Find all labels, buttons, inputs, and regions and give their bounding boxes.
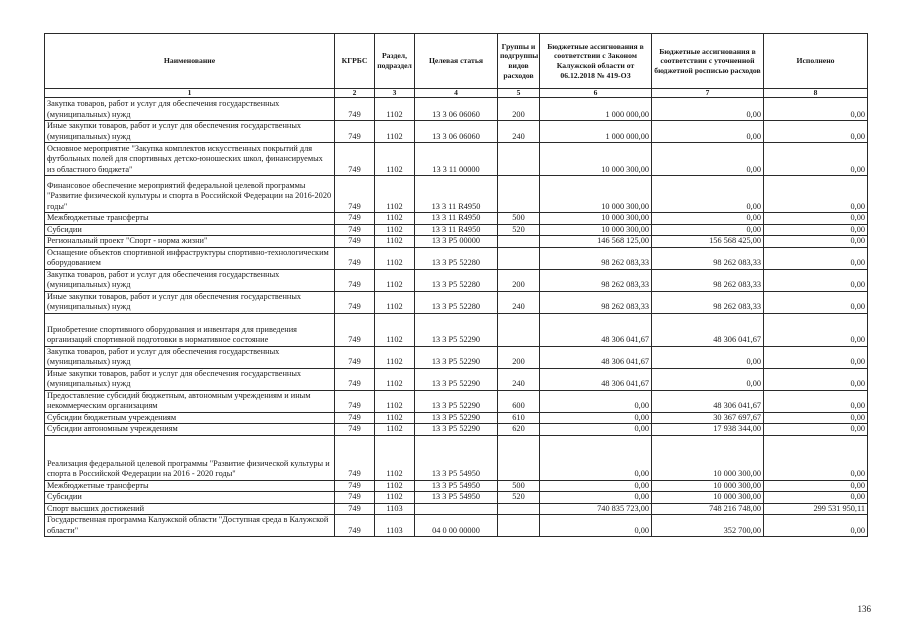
row-kgrbs-cell: 749 (335, 412, 375, 424)
table-row (45, 98, 868, 121)
column-number: 6 (540, 89, 652, 98)
row-plan-amount-cell: 0,00 (652, 143, 764, 176)
row-group-cell (498, 143, 540, 176)
table-row (45, 121, 868, 143)
row-group-cell (498, 236, 540, 248)
row-name-cell: Межбюджетные трансферты (45, 213, 335, 225)
row-executed-amount-cell: 0,00 (764, 492, 868, 504)
row-section-cell: 1102 (375, 368, 415, 390)
row-name-cell: Государственная программа Калужской области "Доступная среда в Калужской области" (45, 515, 335, 537)
row-plan-amount-cell: 98 262 083,33 (652, 247, 764, 269)
row-kgrbs-cell: 749 (335, 503, 375, 515)
col-header-law-allocations: Бюджетные ассигнования в соответствии с Законом Калужской области от 06.12.2018 № 419-ОЗ (540, 34, 652, 89)
row-section-cell: 1102 (375, 98, 415, 121)
table-row (45, 213, 868, 225)
row-article-cell: 13 3 11 R4950 (415, 176, 498, 213)
table-row (45, 390, 868, 412)
row-law-amount-cell: 0,00 (540, 435, 652, 480)
row-group-cell: 200 (498, 98, 540, 121)
row-article-cell: 13 3 11 R4950 (415, 224, 498, 236)
row-plan-amount-cell: 352 700,00 (652, 515, 764, 537)
row-executed-amount-cell: 0,00 (764, 313, 868, 346)
row-law-amount-cell: 740 835 723,00 (540, 503, 652, 515)
row-kgrbs-cell: 749 (335, 121, 375, 143)
row-executed-amount-cell: 0,00 (764, 435, 868, 480)
row-section-cell: 1102 (375, 213, 415, 225)
header-row (45, 34, 868, 89)
row-law-amount-cell: 10 000 300,00 (540, 213, 652, 225)
row-name-cell: Оснащение объектов спортивной инфраструктуры спортивно-технологическим оборудованием (45, 247, 335, 269)
row-executed-amount-cell: 0,00 (764, 143, 868, 176)
row-name-cell: Иные закупки товаров, работ и услуг для обеспечения государственных (муниципальных) нужд (45, 291, 335, 313)
row-kgrbs-cell: 749 (335, 390, 375, 412)
row-kgrbs-cell: 749 (335, 247, 375, 269)
row-law-amount-cell: 48 306 041,67 (540, 313, 652, 346)
row-law-amount-cell: 1 000 000,00 (540, 121, 652, 143)
row-group-cell: 610 (498, 412, 540, 424)
row-kgrbs-cell: 749 (335, 313, 375, 346)
row-name-cell: Закупка товаров, работ и услуг для обеспечения государственных (муниципальных) нужд (45, 269, 335, 291)
row-plan-amount-cell: 0,00 (652, 346, 764, 368)
row-group-cell (498, 515, 540, 537)
row-kgrbs-cell: 749 (335, 224, 375, 236)
column-number: 7 (652, 89, 764, 98)
row-plan-amount-cell: 10 000 300,00 (652, 480, 764, 492)
row-kgrbs-cell: 749 (335, 492, 375, 504)
row-section-cell: 1102 (375, 492, 415, 504)
table-row (45, 480, 868, 492)
row-article-cell: 13 3 P5 52290 (415, 346, 498, 368)
row-kgrbs-cell: 749 (335, 176, 375, 213)
row-law-amount-cell: 48 306 041,67 (540, 368, 652, 390)
row-article-cell: 13 3 P5 54950 (415, 480, 498, 492)
row-law-amount-cell: 0,00 (540, 480, 652, 492)
row-section-cell: 1102 (375, 313, 415, 346)
row-name-cell: Приобретение спортивного оборудования и инвентаря для приведения организаций спортивной подготовки в нормативное состояние (45, 313, 335, 346)
row-section-cell: 1103 (375, 515, 415, 537)
row-kgrbs-cell: 749 (335, 269, 375, 291)
row-law-amount-cell: 0,00 (540, 515, 652, 537)
row-article-cell: 13 3 P5 54950 (415, 435, 498, 480)
row-section-cell: 1102 (375, 224, 415, 236)
column-number: 8 (764, 89, 868, 98)
table-row (45, 492, 868, 504)
row-kgrbs-cell: 749 (335, 480, 375, 492)
row-section-cell: 1102 (375, 247, 415, 269)
row-law-amount-cell: 146 568 125,00 (540, 236, 652, 248)
row-section-cell: 1102 (375, 176, 415, 213)
row-name-cell: Иные закупки товаров, работ и услуг для обеспечения государственных (муниципальных) нужд (45, 368, 335, 390)
table-row (45, 291, 868, 313)
row-name-cell: Субсидии (45, 224, 335, 236)
row-plan-amount-cell: 30 367 697,67 (652, 412, 764, 424)
row-article-cell: 13 3 06 06060 (415, 121, 498, 143)
table-row (45, 143, 868, 176)
row-law-amount-cell: 98 262 083,33 (540, 247, 652, 269)
row-law-amount-cell: 98 262 083,33 (540, 269, 652, 291)
row-article-cell: 13 3 06 06060 (415, 98, 498, 121)
row-executed-amount-cell: 0,00 (764, 390, 868, 412)
table-row (45, 515, 868, 537)
row-section-cell: 1102 (375, 412, 415, 424)
row-article-cell: 13 3 P5 52290 (415, 412, 498, 424)
row-plan-amount-cell: 0,00 (652, 213, 764, 225)
row-group-cell: 240 (498, 368, 540, 390)
table-body (45, 98, 868, 537)
table-row (45, 346, 868, 368)
row-executed-amount-cell: 0,00 (764, 247, 868, 269)
row-name-cell: Финансовое обеспечение мероприятий федеральной целевой программы "Развитие физической культуры и спорта в Российской Федерации на 2016-2020 годы" (45, 176, 335, 213)
row-section-cell: 1102 (375, 236, 415, 248)
row-article-cell: 13 3 P5 00000 (415, 236, 498, 248)
row-name-cell: Межбюджетные трансферты (45, 480, 335, 492)
col-header-section: Раздел, подраздел (375, 34, 415, 89)
row-law-amount-cell: 98 262 083,33 (540, 291, 652, 313)
row-plan-amount-cell: 748 216 748,00 (652, 503, 764, 515)
row-article-cell: 13 3 11 00000 (415, 143, 498, 176)
table-row (45, 368, 868, 390)
col-header-executed: Исполнено (764, 34, 868, 89)
col-header-plan-allocations: Бюджетные ассигнования в соответствии с уточненной бюджетной росписью расходов (652, 34, 764, 89)
row-section-cell: 1102 (375, 346, 415, 368)
row-kgrbs-cell: 749 (335, 515, 375, 537)
row-kgrbs-cell: 749 (335, 368, 375, 390)
row-section-cell: 1102 (375, 269, 415, 291)
row-executed-amount-cell: 299 531 950,11 (764, 503, 868, 515)
row-group-cell: 240 (498, 121, 540, 143)
row-group-cell (498, 247, 540, 269)
row-plan-amount-cell: 0,00 (652, 121, 764, 143)
row-name-cell: Региональный проект "Спорт - норма жизни" (45, 236, 335, 248)
row-executed-amount-cell: 0,00 (764, 98, 868, 121)
row-executed-amount-cell: 0,00 (764, 224, 868, 236)
column-number: 4 (415, 89, 498, 98)
row-plan-amount-cell: 0,00 (652, 224, 764, 236)
row-kgrbs-cell: 749 (335, 346, 375, 368)
row-article-cell (415, 503, 498, 515)
row-section-cell: 1102 (375, 480, 415, 492)
row-article-cell: 04 0 00 00000 (415, 515, 498, 537)
row-executed-amount-cell: 0,00 (764, 368, 868, 390)
row-article-cell: 13 3 P5 54950 (415, 492, 498, 504)
budget-sheet (44, 33, 867, 537)
row-plan-amount-cell: 98 262 083,33 (652, 269, 764, 291)
row-executed-amount-cell: 0,00 (764, 176, 868, 213)
row-group-cell: 520 (498, 492, 540, 504)
row-name-cell: Закупка товаров, работ и услуг для обеспечения государственных (муниципальных) нужд (45, 98, 335, 121)
table-row (45, 247, 868, 269)
row-executed-amount-cell: 0,00 (764, 291, 868, 313)
row-group-cell: 200 (498, 346, 540, 368)
row-name-cell: Основное мероприятие "Закупка комплектов искусственных покрытий для футбольных полей для спортивных детско-юношеских школ, финансируемых из областного бюджета" (45, 143, 335, 176)
row-group-cell: 620 (498, 424, 540, 436)
row-kgrbs-cell: 749 (335, 98, 375, 121)
row-law-amount-cell: 10 000 300,00 (540, 143, 652, 176)
row-group-cell: 520 (498, 224, 540, 236)
row-section-cell: 1102 (375, 424, 415, 436)
row-group-cell: 200 (498, 269, 540, 291)
column-number: 1 (45, 89, 335, 98)
column-number: 5 (498, 89, 540, 98)
row-executed-amount-cell: 0,00 (764, 515, 868, 537)
row-section-cell: 1102 (375, 143, 415, 176)
row-plan-amount-cell: 10 000 300,00 (652, 492, 764, 504)
column-number: 2 (335, 89, 375, 98)
budget-table (44, 33, 868, 537)
row-kgrbs-cell: 749 (335, 435, 375, 480)
row-group-cell: 600 (498, 390, 540, 412)
row-plan-amount-cell: 10 000 300,00 (652, 435, 764, 480)
row-article-cell: 13 3 P5 52290 (415, 313, 498, 346)
row-article-cell: 13 3 P5 52290 (415, 424, 498, 436)
row-law-amount-cell: 0,00 (540, 390, 652, 412)
row-law-amount-cell: 0,00 (540, 412, 652, 424)
row-name-cell: Предоставление субсидий бюджетным, автономным учреждениям и иным некоммерческим организациям (45, 390, 335, 412)
row-name-cell: Субсидии автономным учреждениям (45, 424, 335, 436)
row-kgrbs-cell: 749 (335, 236, 375, 248)
row-name-cell: Субсидии (45, 492, 335, 504)
col-header-name: Наименование (45, 34, 335, 89)
col-header-kgrbs: КГРБС (335, 34, 375, 89)
row-executed-amount-cell: 0,00 (764, 480, 868, 492)
row-law-amount-cell: 0,00 (540, 492, 652, 504)
row-law-amount-cell: 1 000 000,00 (540, 98, 652, 121)
row-plan-amount-cell: 17 938 344,00 (652, 424, 764, 436)
row-executed-amount-cell: 0,00 (764, 121, 868, 143)
row-kgrbs-cell: 749 (335, 213, 375, 225)
row-group-cell (498, 435, 540, 480)
row-executed-amount-cell: 0,00 (764, 346, 868, 368)
row-article-cell: 13 3 P5 52290 (415, 368, 498, 390)
row-plan-amount-cell: 48 306 041,67 (652, 390, 764, 412)
row-section-cell: 1102 (375, 435, 415, 480)
row-executed-amount-cell: 0,00 (764, 412, 868, 424)
row-section-cell: 1102 (375, 390, 415, 412)
row-name-cell: Закупка товаров, работ и услуг для обеспечения государственных (муниципальных) нужд (45, 346, 335, 368)
row-law-amount-cell: 10 000 300,00 (540, 224, 652, 236)
page-number: 136 (857, 604, 871, 614)
row-group-cell: 240 (498, 291, 540, 313)
row-group-cell: 500 (498, 480, 540, 492)
row-law-amount-cell: 10 000 300,00 (540, 176, 652, 213)
row-law-amount-cell: 0,00 (540, 424, 652, 436)
table-row (45, 176, 868, 213)
row-kgrbs-cell: 749 (335, 291, 375, 313)
row-name-cell: Субсидии бюджетным учреждениям (45, 412, 335, 424)
row-plan-amount-cell: 98 262 083,33 (652, 291, 764, 313)
table-row (45, 503, 868, 515)
row-name-cell: Иные закупки товаров, работ и услуг для обеспечения государственных (муниципальных) нужд (45, 121, 335, 143)
row-article-cell: 13 3 P5 52280 (415, 269, 498, 291)
row-article-cell: 13 3 P5 52280 (415, 291, 498, 313)
row-executed-amount-cell: 0,00 (764, 236, 868, 248)
row-section-cell: 1102 (375, 291, 415, 313)
table-row (45, 435, 868, 480)
row-article-cell: 13 3 P5 52280 (415, 247, 498, 269)
row-plan-amount-cell: 0,00 (652, 368, 764, 390)
row-name-cell: Реализация федеральной целевой программы "Развитие физической культуры и спорта в Российской Федерации на 2016 - 2020 годы" (45, 435, 335, 480)
row-law-amount-cell: 48 306 041,67 (540, 346, 652, 368)
row-group-cell (498, 176, 540, 213)
table-row (45, 424, 868, 436)
row-section-cell: 1102 (375, 121, 415, 143)
row-plan-amount-cell: 48 306 041,67 (652, 313, 764, 346)
column-number: 3 (375, 89, 415, 98)
table-row (45, 269, 868, 291)
col-header-article: Целевая статья (415, 34, 498, 89)
row-group-cell: 500 (498, 213, 540, 225)
table-row (45, 313, 868, 346)
table-row (45, 236, 868, 248)
row-article-cell: 13 3 P5 52290 (415, 390, 498, 412)
row-section-cell: 1103 (375, 503, 415, 515)
column-number-row (45, 89, 868, 98)
row-group-cell (498, 503, 540, 515)
table-row (45, 412, 868, 424)
row-executed-amount-cell: 0,00 (764, 213, 868, 225)
row-group-cell (498, 313, 540, 346)
row-kgrbs-cell: 749 (335, 143, 375, 176)
row-executed-amount-cell: 0,00 (764, 269, 868, 291)
table-row (45, 224, 868, 236)
row-name-cell: Спорт высших достижений (45, 503, 335, 515)
row-article-cell: 13 3 11 R4950 (415, 213, 498, 225)
row-executed-amount-cell: 0,00 (764, 424, 868, 436)
row-plan-amount-cell: 0,00 (652, 176, 764, 213)
row-kgrbs-cell: 749 (335, 424, 375, 436)
col-header-group: Группы и подгруппы видов расходов (498, 34, 540, 89)
row-plan-amount-cell: 0,00 (652, 98, 764, 121)
row-plan-amount-cell: 156 568 425,00 (652, 236, 764, 248)
